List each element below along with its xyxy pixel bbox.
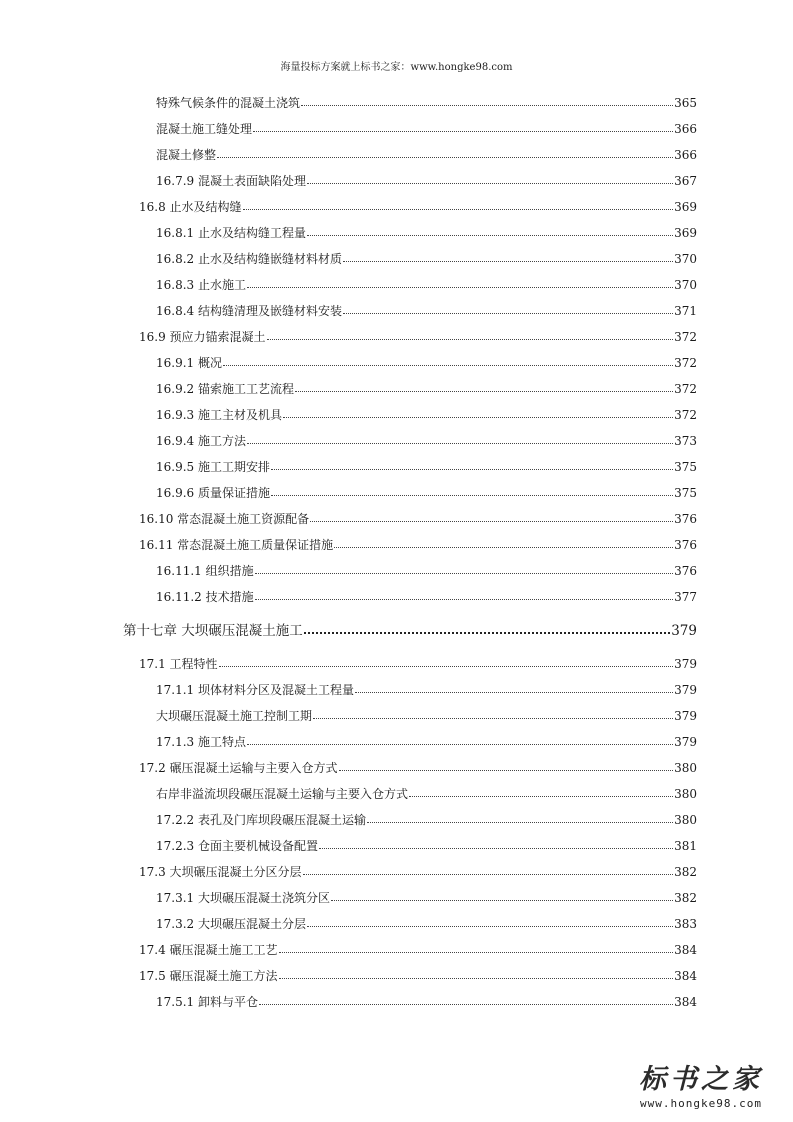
toc-entry-label: 17.1.3 施工特点	[156, 735, 246, 749]
toc-entry[interactable]	[139, 758, 697, 778]
toc-page-number: 382	[674, 891, 697, 905]
toc-leader-dots	[331, 887, 673, 901]
toc-page-number: 383	[674, 917, 697, 931]
toc-page-number: 373	[674, 434, 697, 448]
toc-entry-label: 17.3.1 大坝碾压混凝土浇筑分区	[156, 891, 330, 905]
toc-leader-dots	[253, 118, 673, 132]
toc-leader-dots	[279, 965, 674, 979]
toc-page-number: 371	[674, 304, 697, 318]
toc-entry[interactable]	[156, 301, 697, 321]
toc-leader-dots	[303, 861, 674, 875]
toc-entry-label: 右岸非溢流坝段碾压混凝土运输与主要入仓方式	[156, 787, 409, 801]
toc-leader-dots	[279, 939, 674, 953]
toc-entry-label: 16.9.1 概况	[156, 356, 222, 370]
toc-entry-label: 16.9.2 锚索施工工艺流程	[156, 382, 294, 396]
toc-leader-dots	[367, 809, 673, 823]
page-header: 海量投标方案就上标书之家：www.hongke98.com	[280, 62, 513, 73]
toc-entry-label: 16.8.2 止水及结构缝嵌缝材料材质	[156, 252, 342, 266]
toc-leader-dots	[307, 222, 673, 236]
toc-entry-label: 17.2.2 表孔及门库坝段碾压混凝土运输	[156, 813, 366, 827]
toc-entry[interactable]	[139, 197, 697, 217]
toc-leader-dots	[310, 508, 673, 522]
toc-entry[interactable]	[156, 119, 697, 139]
toc-entry[interactable]	[156, 483, 697, 503]
toc-entry-label: 16.9.5 施工工期安排	[156, 460, 270, 474]
toc-page-number: 372	[674, 382, 697, 396]
toc-leader-dots	[255, 586, 673, 600]
toc-page-number: 376	[674, 512, 697, 526]
toc-page-number: 380	[674, 813, 697, 827]
toc-entry[interactable]	[139, 327, 697, 347]
toc-entry-label: 17.2.3 仓面主要机械设备配置	[156, 839, 318, 853]
toc-entry[interactable]	[139, 509, 697, 529]
toc-page-number: 372	[674, 408, 697, 422]
toc-page-number: 384	[674, 995, 697, 1009]
toc-entry-label: 17.4 碾压混凝土施工工艺	[139, 943, 278, 957]
toc-page-number: 380	[674, 761, 697, 775]
toc-entry[interactable]	[156, 457, 697, 477]
toc-page-number: 370	[674, 278, 697, 292]
toc-entry-label: 16.11 常态混凝土施工质量保证措施	[139, 538, 334, 552]
toc-entry-label: 16.11.1 组织措施	[156, 564, 254, 578]
toc-entry-label: 第十七章 大坝碾压混凝土施工	[123, 623, 303, 639]
toc-entry-label: 16.7.9 混凝土表面缺陷处理	[156, 174, 306, 188]
toc-entry-label: 16.10 常态混凝土施工资源配备	[139, 512, 310, 526]
toc-entry[interactable]	[139, 862, 697, 882]
toc-page-number: 370	[674, 252, 697, 266]
toc-page-number: 379	[674, 657, 697, 671]
toc-entry[interactable]	[156, 379, 697, 399]
toc-leader-dots	[247, 731, 673, 745]
toc-page-number: 377	[674, 590, 697, 604]
toc-leader-dots	[343, 248, 673, 262]
toc-entry-label: 17.3 大坝碾压混凝土分区分层	[139, 865, 302, 879]
toc-leader-dots	[339, 757, 674, 771]
toc-entry-label: 17.1.1 坝体材料分区及混凝土工程量	[156, 683, 354, 697]
toc-entry[interactable]	[156, 680, 697, 700]
toc-entry-label: 混凝土施工缝处理	[156, 122, 253, 136]
toc-leader-dots	[307, 170, 673, 184]
toc-entry[interactable]	[139, 940, 697, 960]
toc-page-number: 384	[674, 943, 697, 957]
toc-page-number: 375	[674, 460, 697, 474]
toc-entry[interactable]	[156, 992, 697, 1012]
toc-page-number: 379	[674, 709, 697, 723]
toc-entry[interactable]	[156, 587, 697, 607]
toc-entry-label: 特殊气候条件的混凝土浇筑	[156, 96, 301, 110]
toc-entry-label: 16.8.3 止水施工	[156, 278, 246, 292]
toc-leader-dots	[255, 560, 673, 574]
toc-entry-label: 16.8 止水及结构缝	[139, 200, 242, 214]
toc-entry-label: 16.8.1 止水及结构缝工程量	[156, 226, 306, 240]
toc-chapter-entry[interactable]	[123, 620, 697, 640]
toc-page-number: 366	[674, 122, 697, 136]
toc-page-number: 367	[674, 174, 697, 188]
toc-entry-label: 大坝碾压混凝土施工控制工期	[156, 709, 313, 723]
toc-page-number: 379	[674, 735, 697, 749]
toc-entry-label: 16.9.3 施工主材及机具	[156, 408, 282, 422]
toc-leader-dots	[271, 482, 673, 496]
toc-leader-dots	[223, 352, 673, 366]
toc-leader-dots	[247, 274, 673, 288]
toc-page-number: 379	[671, 623, 697, 639]
toc-page-number: 384	[674, 969, 697, 983]
toc-page-number: 365	[674, 96, 697, 110]
toc-entry[interactable]	[156, 353, 697, 373]
toc-leader-dots	[271, 456, 673, 470]
toc-page-number: 369	[674, 226, 697, 240]
toc-leader-dots	[259, 991, 673, 1005]
toc-entry[interactable]	[156, 732, 697, 752]
toc-page-number: 380	[674, 787, 697, 801]
toc-entry[interactable]	[156, 431, 697, 451]
toc-leader-dots	[409, 783, 673, 797]
toc-leader-dots	[307, 913, 673, 927]
toc-entry-label: 16.8.4 结构缝清理及嵌缝材料安装	[156, 304, 342, 318]
toc-entry[interactable]	[156, 223, 697, 243]
toc-leader-dots	[217, 144, 673, 158]
toc-leader-dots	[295, 378, 673, 392]
toc-entry-label: 17.3.2 大坝碾压混凝土分层	[156, 917, 306, 931]
toc-page-number: 372	[674, 330, 697, 344]
toc-entry[interactable]	[139, 535, 697, 555]
toc-leader-dots	[304, 619, 670, 634]
toc-entry[interactable]	[156, 561, 697, 581]
toc-page-number: 375	[674, 486, 697, 500]
toc-entry[interactable]	[156, 836, 697, 856]
toc-entry-label: 17.2 碾压混凝土运输与主要入仓方式	[139, 761, 338, 775]
toc-entry[interactable]	[156, 706, 697, 726]
toc-entry-label: 17.5 碾压混凝土施工方法	[139, 969, 278, 983]
toc-entry[interactable]	[156, 275, 697, 295]
toc-page-number: 379	[674, 683, 697, 697]
toc-leader-dots	[219, 653, 674, 667]
toc-page-number: 382	[674, 865, 697, 879]
toc-leader-dots	[334, 534, 673, 548]
toc-entry[interactable]	[156, 810, 697, 830]
toc-entry-label: 混凝土修整	[156, 148, 217, 162]
toc-entry[interactable]	[156, 784, 697, 804]
toc-leader-dots	[343, 300, 673, 314]
toc-entry[interactable]	[156, 914, 697, 934]
watermark-url: www.hongke98.com	[640, 1097, 762, 1110]
toc-leader-dots	[267, 326, 674, 340]
toc-page-number: 381	[674, 839, 697, 853]
toc-leader-dots	[283, 404, 673, 418]
toc-leader-dots	[301, 92, 673, 106]
toc-leader-dots	[355, 679, 673, 693]
toc-page-number: 372	[674, 356, 697, 370]
toc-leader-dots	[243, 196, 674, 210]
toc-entry-label: 16.9.4 施工方法	[156, 434, 246, 448]
toc-entry[interactable]	[139, 654, 697, 674]
toc-leader-dots	[247, 430, 673, 444]
toc-entry[interactable]	[156, 405, 697, 425]
toc-entry[interactable]	[139, 966, 697, 986]
toc-entry-label: 16.9 预应力锚索混凝土	[139, 330, 266, 344]
toc-entry[interactable]	[156, 171, 697, 191]
toc-entry[interactable]	[156, 249, 697, 269]
toc-leader-dots	[319, 835, 673, 849]
toc-entry-label: 16.11.2 技术措施	[156, 590, 254, 604]
toc-page-number: 369	[674, 200, 697, 214]
toc-entry-label: 17.5.1 卸料与平仓	[156, 995, 258, 1009]
toc-entry-label: 16.9.6 质量保证措施	[156, 486, 270, 500]
toc-entry[interactable]	[156, 888, 697, 908]
toc-entry[interactable]	[156, 145, 697, 165]
toc-entry-label: 17.1 工程特性	[139, 657, 218, 671]
site-watermark	[621, 1063, 781, 1110]
toc-page-number: 376	[674, 538, 697, 552]
watermark-logo-text: 标书之家	[639, 1064, 763, 1095]
toc-leader-dots	[313, 705, 673, 719]
toc-page-number: 366	[674, 148, 697, 162]
toc-entry[interactable]	[156, 93, 697, 113]
toc-page-number: 376	[674, 564, 697, 578]
